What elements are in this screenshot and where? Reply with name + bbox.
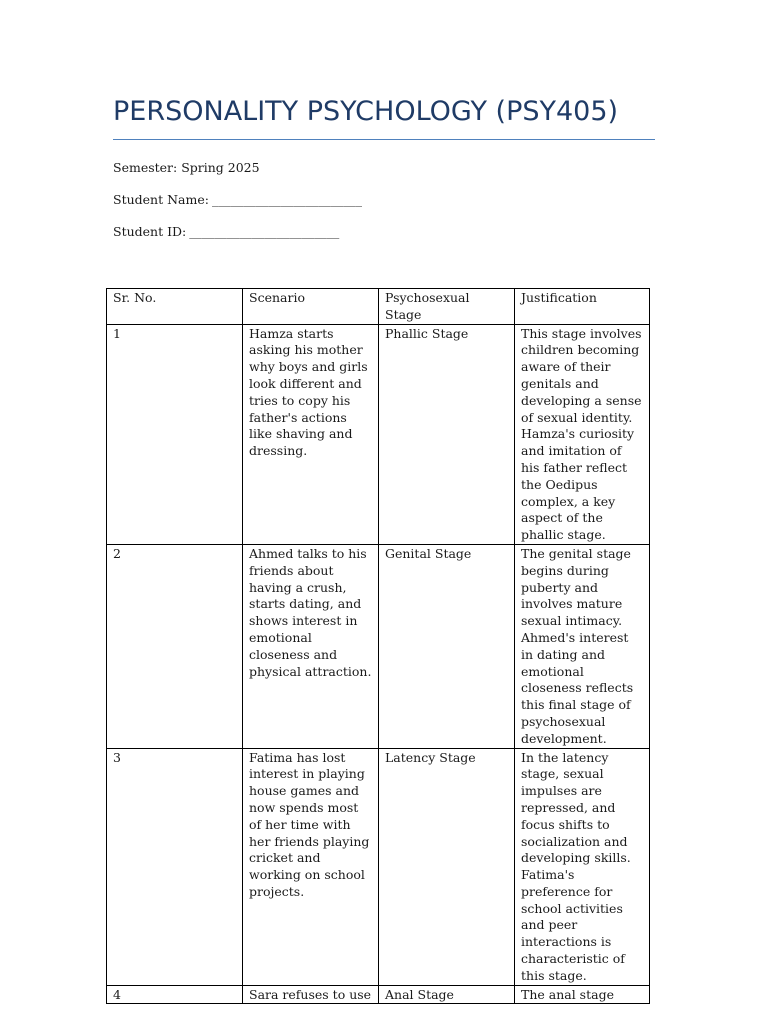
table-header-row [107,289,650,325]
cell-sr-no: 1 [107,324,243,544]
student-name-line [113,192,362,207]
cell-stage: Genital Stage [379,544,515,748]
table-row [107,324,650,544]
header-sr-no: Sr. No. [107,289,243,325]
student-id-label: Student ID: [113,224,187,239]
semester-line: Semester: Spring 2025 [113,160,260,175]
cell-sr-no: 3 [107,748,243,985]
cell-scenario: Fatima has lost interest in playing house games and now spends most of her time with her friends playing cricket and working on school projects. [243,748,379,985]
cell-justification: The genital stage begins during puberty and involves mature sexual intimacy. Ahmed's interest in dating and emotional closeness reflects this final stage of psychosexual development. [515,544,650,748]
student-id-line [113,224,339,239]
student-name-label: Student Name: [113,192,209,207]
table-row [107,544,650,748]
document-title: PERSONALITY PSYCHOLOGY (PSY405) [113,96,619,127]
cell-sr-no: 4 [107,985,243,1004]
psychosexual-stages-table [106,288,650,1004]
title-divider [113,139,655,140]
cell-scenario: Sara refuses to use [243,985,379,1004]
cell-sr-no: 2 [107,544,243,748]
table-row [107,985,650,1004]
cell-scenario: Ahmed talks to his friends about having a crush, starts dating, and shows interest in emotional closeness and physical attraction. [243,544,379,748]
cell-justification: In the latency stage, sexual impulses are repressed, and focus shifts to socialization and developing skills. Fatima's preference for school activities and peer interactions is characteristic of this stage. [515,748,650,985]
cell-stage: Phallic Stage [379,324,515,544]
cell-justification: This stage involves children becoming aware of their genitals and developing a sense of sexual identity. Hamza's curiosity and imitation of his father reflect the Oedipus complex, a key aspect of the phallic stage. [515,324,650,544]
table-row [107,748,650,985]
student-id-blank: ________________________ [189,224,340,239]
cell-scenario: Hamza starts asking his mother why boys and girls look different and tries to copy his father's actions like shaving and dressing. [243,324,379,544]
cell-justification: The anal stage [515,985,650,1004]
cell-stage: Anal Stage [379,985,515,1004]
header-psychosexual-stage: Psychosexual Stage [379,289,515,325]
student-name-blank: ________________________ [211,192,362,207]
header-scenario: Scenario [243,289,379,325]
header-justification: Justification [515,289,650,325]
cell-stage: Latency Stage [379,748,515,985]
